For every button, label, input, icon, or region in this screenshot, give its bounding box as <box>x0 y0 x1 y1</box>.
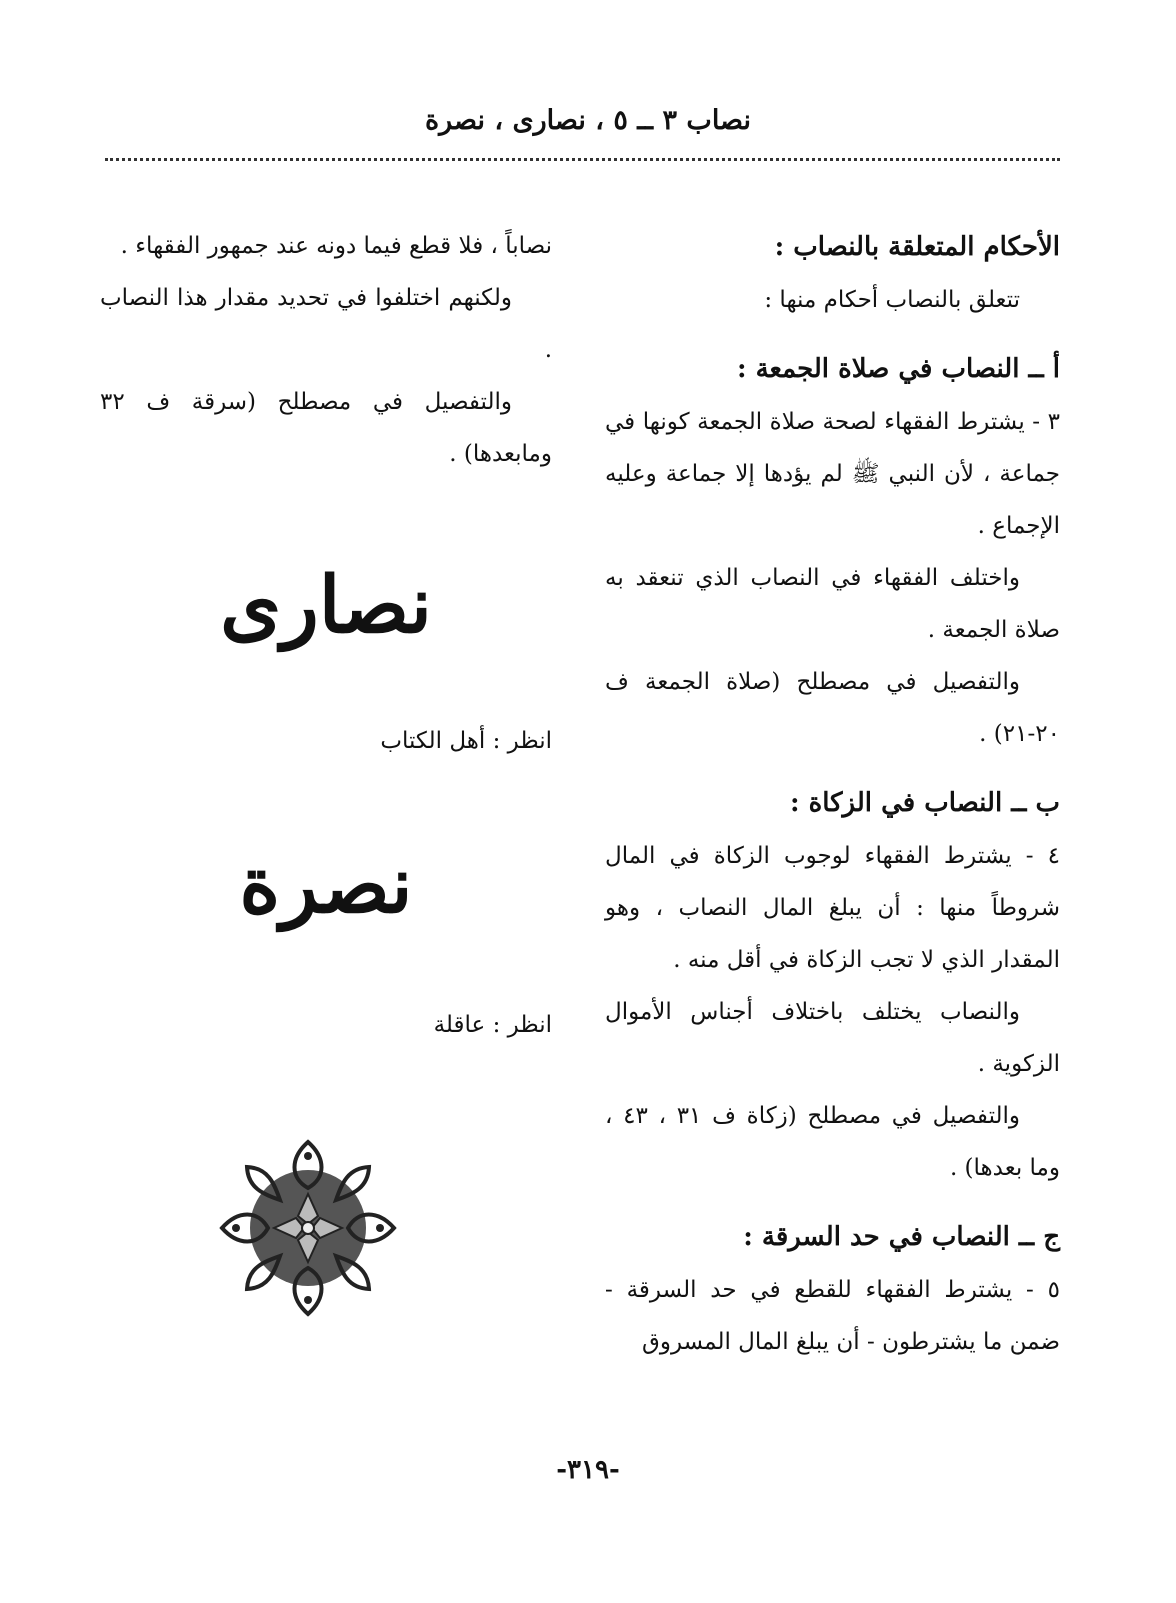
ornament-icon <box>218 1138 398 1318</box>
header-divider <box>105 158 1060 161</box>
section-c-heading: ج ــ النصاب في حد السرقة : <box>743 1222 1060 1252</box>
section-a-paragraph-1: ٣ - يشترط الفقهاء لصحة صلاة الجمعة كونها في جماعة ، لأن النبي ﷺ لم يؤدها إلا جماعة وعليه الإجماع . <box>605 409 1060 539</box>
page-number: -٣١٩- <box>556 1455 620 1485</box>
section-b-paragraph-2: والنصاب يختلف باختلاف أجناس الأموال الزكوية . <box>605 999 1060 1077</box>
continuation-paragraph-2: ولكنهم اختلفوا في تحديد مقدار هذا النصاب . <box>100 285 552 363</box>
section-b-paragraph-1: ٤ - يشترط الفقهاء لوجوب الزكاة في المال شروطاً منها : أن يبلغ المال النصاب ، وهو المقدار الذي لا تجب الزكاة في أقل منه . <box>605 843 1060 973</box>
section-b-paragraph-3: والتفصيل في مصطلح (زكاة ف ٣١ ، ٤٣ ، وما بعدها) . <box>605 1103 1060 1181</box>
continuation-paragraph-1: نصاباً ، فلا قطع فيما دونه عند جمهور الفقهاء . <box>120 233 552 259</box>
section-a-heading: أ ــ النصاب في صلاة الجمعة : <box>736 354 1060 384</box>
section-heading: الأحكام المتعلقة بالنصاب : <box>774 232 1060 262</box>
entry-title-nusra: نصرة <box>239 840 413 931</box>
running-header: نصاب ٣ ــ ٥ ، نصارى ، نصرة <box>425 105 751 136</box>
section-b-heading: ب ــ النصاب في الزكاة : <box>789 788 1060 818</box>
entry-see-nusra: انظر : عاقلة <box>433 1012 552 1038</box>
entry-see-nasara: انظر : أهل الكتاب <box>380 728 552 754</box>
section-c-paragraph-1: ٥ - يشترط الفقهاء للقطع في حد السرقة - ضمن ما يشترطون - أن يبلغ المال المسروق <box>605 1277 1060 1355</box>
section-a-paragraph-2: واختلف الفقهاء في النصاب الذي تنعقد به صلاة الجمعة . <box>605 565 1060 643</box>
entry-title-nasara: نصارى <box>220 560 432 651</box>
left-column <box>100 220 552 480</box>
continuation-paragraph-3: والتفصيل في مصطلح (سرقة ف ٣٢ ومابعدها) . <box>100 389 552 467</box>
intro-paragraph: تتعلق بالنصاب أحكام منها : <box>764 287 1020 313</box>
section-a-paragraph-3: والتفصيل في مصطلح (صلاة الجمعة ف ٢٠-٢١) . <box>605 669 1060 747</box>
right-column <box>605 220 1060 1368</box>
